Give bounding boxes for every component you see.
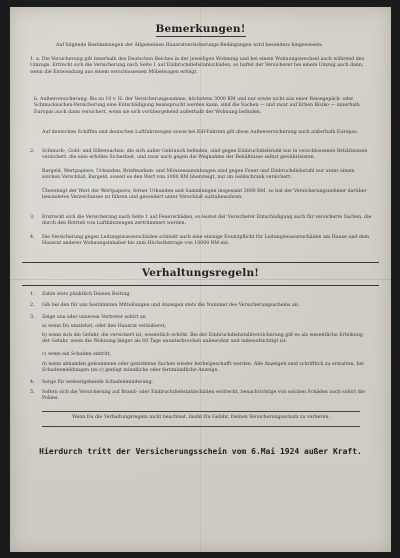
- section-divider: [22, 262, 379, 263]
- warning-text: Wenn Du die Verhaltungsregeln nicht beachtest, läufst Du Gefahr, Deinen Versicherungsschutz zu verlieren.: [72, 415, 330, 420]
- section-1a-text: 1. a. Die Versicherung gilt innerhalb des Deutschen Reiches in der jeweiligen Wohnung und bei einem Wohnungswechsel auch während des Umzugs. Ertrecht sich die Versicherung nach Seite 1 auf Einbruchdiebstahlschäden, so haftet der Versicherer bei einem Umzug auch dann, wenn die Entwendung aus einem verschlossenen Möbelwagen erfolgt.: [30, 57, 364, 75]
- rule-4-text: Sorge für weitestgehende Schadenminderung.: [42, 380, 154, 385]
- warning-box: [42, 411, 360, 427]
- section-1c-text: Auf deutschen Schiffen und deutschen Luftfahrzeugen sowie bei Kdf-Fahrten gilt diese Außenversicherung auch außerhalb Europas.: [42, 130, 359, 135]
- document-sheet: Bemerkungen! Auf folgende Bestimmungen der Allgemeinen Hausratversicherungs-Bedingungen wird besonders hingewiesen: 1. a. Die Versicherung gilt innerhalb des Deutschen Reiches in der jeweiligen Wohnung und bei einem Wohnungswechsel auch während des Umzugs. Ertrecht sich die Versicherung nach Seite 1 auf Einbruchdiebstahlschäden, so haftet der Versicherer bei einem Umzug auch dann, wenn die Entwendung aus einem verschlossenen Möbelwagen erfolgt. b. Außenversicherung. Bis zu 10 v. H. der Versicherungssumme, höchstens 3000 RM und nur sowie nicht aus einer Reisegepäck- oder Schmucksachen-Versicherung eine Entschädigung beansprucht werden kann, sind die Sachen — und zwar auf Erben Risiko — innerhalb Europas auch dann versichert, wenn sie sich vorübergehend außerhalb der Wohnung befinden. Auf deutschen Schiffen und deutschen Luftfahrzeugen sowie bei Kdf-Fahrten gilt diese Außenversicherung auch außerhalb Europas. 2. Schmuck-, Gold- und Silbersachen, die sich außer Gebrauch befinden, sind gegen Einbruchdiebstahl nur in verschlossenen Behältnissen versichert, die eine erhöhte Sicherheit, und zwar auch gegen die Wegnahme der Behältnisse selbst gewährleisten. Bargeld, Wertpapiere, Urkunden, Briefmarken- und Münzensammlungen sind gegen Feuer und Einbruchdiebstahl nur unter einem solchen Verschluß, Bargeld, soweit es den Wert von 1000 RM übersteigt, nur im Geldschrank versichert. Übersteigt der Wert der Wertpapiere, ferner Urkunden und Sammlungen insgesamt 3000 RM, so hat der Versicherungsnehmer darüber besonderes Verzeichnisse zu führen und gesondert unter Verschluß aufzubewahren. 3. Erstreckt sich die Versicherung nach Seite 1 auf Feuerschäden, so leistet der Versicherer Entschädigung auch für versicherte Sachen, die durch den Betrieb von Luftfahrzeugen zertrümmert werden. 4. Die Versicherung gegen Leitungswasserschäden schließt auch eine etwaige Ersatzpflicht für Leitungswasserschäden am Hause und dem Hausrat anderer Wohnungsinhaber bis zum Höchstbetrage von 10000 RM ein. Verhaltungsregeln! 1. Zahle stets pünktlich Deinen Beitrag. 2. Gib bei den für uns bestimmten Mitteilungen und Anzeigen stets die Nummer des Versicherungsscheins an. 3. Zeige uns oder unserem Vertreter sofort an a) wenn Du umziehst, oder den Hausrat veräußerst; b) wenn sich die Gefahr, die versichert ist, wesentlich erhöht. Bei der Einbruchdiebstahlversicherung gilt es als wesentliche Erhöhung der Gefahr, wenn die Wohnung länger als 60 Tage ununterbrochen unbewohnt und unbeaufsichtigt ist. c) wenn ein Schaden eintritt, d) wenn abhanden gekommene oder gestohlene Sachen wieder herbeigeschafft werden. Alle Anzeigen sind schriftlich zu erstatten, bei Schadenmeldungen (zu c) genügt mündliche oder fernmündliche Anzeige. 4. Sorge für weitestgehende Schadenminderung. 5. Sofern sich die Versicherung auf Brand- oder Einbruchdiebstahlschäden erstreckt, benachrichtige von solchen Schäden auch sofort die Polizei. Wenn Du die Verhaltungsregeln nicht beachtest, läufst Du Gefahr, Deinen Versicherungsschutz zu verlieren. Hierdurch tritt der Versicherungsschein vom 6.Mai 1924 außer Kraft.: [10, 7, 391, 552]
- section-2b-text: Bargeld, Wertpapiere, Urkunden, Briefmarken- und Münzensammlungen sind gegen Feuer und Einbruchdiebstahl nur unter einem solchen Verschluß, Bargeld, soweit es den Wert von 1000 RM übersteigt, nur im Geldschrank versichert.: [42, 169, 355, 181]
- rule-3-text: Zeige uns oder unserem Vertreter sofort an: [42, 315, 146, 320]
- intro-text: Auf folgende Bestimmungen der Allgemeinen Hausratversicherungs-Bedingungen wird besonders hingewiesen:: [56, 43, 323, 48]
- title-underline: [156, 36, 246, 37]
- section-4-text: Die Versicherung gegen Leitungswasserschäden schließt auch eine etwaige Ersatzpflicht für Leitungswasserschäden am Hause und dem Hausrat anderer Wohnungsinhaber bis zum Höchstbetrage von 10000 RM ein.: [42, 235, 370, 247]
- rule-5-text: Sofern sich die Versicherung auf Brand- oder Einbruchdiebstahlschäden erstreckt, benachrichtige von solchen Schäden auch sofort die Polizei.: [42, 390, 366, 402]
- section-title-verhaltungsregeln: Verhaltungsregeln!: [141, 267, 260, 279]
- section-title-bemerkungen: Bemerkungen!: [155, 23, 246, 35]
- section-1b-text: b. Außenversicherung. Bis zu 10 v. H. der Versicherungssumme, höchstens 3000 RM und nur sowie nicht aus einer Reisegepäck- oder Schmucksachen-Versicherung eine Entschädigung beansprucht werden kann, sind die Sachen — und zwar auf Erben Risiko — innerhalb Europas auch dann versichert, wenn sie sich vorübergehend außerhalb der Wohnung befinden.: [34, 97, 360, 115]
- section-3-text: Erstreckt sich die Versicherung nach Seite 1 auf Feuerschäden, so leistet der Versicherer Entschädigung auch für versicherte Sachen, die durch den Betrieb von Luftfahrzeugen zertrümmert werden.: [42, 215, 372, 227]
- validity-statement: Hierdurch tritt der Versicherungsschein vom 6.Mai 1924 außer Kraft.: [39, 447, 362, 456]
- rule-1-text: Zahle stets pünktlich Deinen Beitrag.: [42, 292, 132, 297]
- rule-2-text: Gib bei den für uns bestimmten Mitteilungen und Anzeigen stets die Nummer des Versicherungsscheins an.: [42, 303, 300, 308]
- rule-3a-text: a) wenn Du umziehst, oder den Hausrat veräußerst;: [42, 324, 167, 329]
- rule-3d-text: d) wenn abhanden gekommene oder gestohlene Sachen wieder herbeigeschafft werden. Alle Anzeigen sind schriftlich zu erstatten, bei Schadenmeldungen (zu c) genügt mündliche oder fernmündliche Anzeige.: [42, 362, 364, 374]
- rule-3c-text: c) wenn ein Schaden eintritt,: [42, 352, 112, 357]
- section-divider: [22, 285, 379, 286]
- section-2-text: Schmuck-, Gold- und Silbersachen, die sich außer Gebrauch befinden, sind gegen Einbruchdiebstahl nur in verschlossenen Behältnissen versichert, die eine erhöhte Sicherheit, und zwar auch gegen die Wegnahme der Behältnisse selbst gewährleisten.: [42, 149, 368, 161]
- section-2c-text: Übersteigt der Wert der Wertpapiere, ferner Urkunden und Sammlungen insgesamt 3000 RM, so hat der Versicherungsnehmer darüber besonderes Verzeichnisse zu führen und gesondert unter Verschluß aufzubewahren.: [42, 189, 367, 201]
- paper-fold: [10, 279, 391, 280]
- rule-3b-text: b) wenn sich die Gefahr, die versichert ist, wesentlich erhöht. Bei der Einbruchdiebstahlversicherung gilt es als wesentliche Erhöhung der Gefahr, wenn die Wohnung länger als 60 Tage ununterbrochen unbewohnt und unbeaufsichtigt ist.: [42, 333, 363, 345]
